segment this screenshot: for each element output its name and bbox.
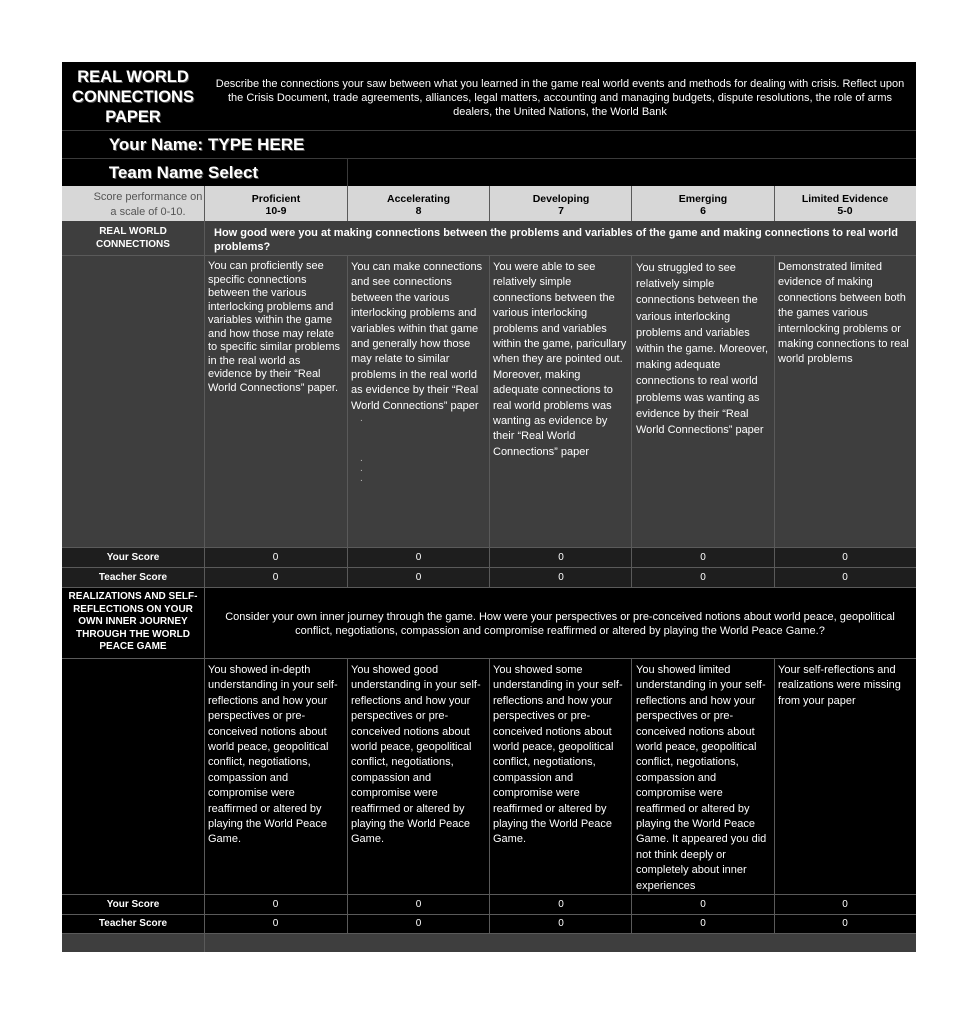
section2-developing-descriptor: You showed some understanding in your self-reflections and how your perspectives or pre-conceived notions about world peace, geopolitical conflict, negotiations, compassion and compromise were reaffirmed or altered by playing the World Peace Game. [493, 664, 623, 846]
section2-teacher-score-limited[interactable]: 0 [842, 918, 848, 929]
section2-your-score-developing[interactable]: 0 [558, 899, 564, 910]
section1-label: REAL WORLD CONNECTIONS [96, 226, 170, 250]
section1-limited-descriptor: Demonstrated limited evidence of making connections between both the games various internlocking problems or making connections to real world problems [778, 261, 909, 366]
section1-your-score-accelerating[interactable]: 0 [415, 552, 422, 563]
section2-your-score-limited[interactable]: 0 [842, 899, 848, 910]
section2-teacher-score-developing[interactable]: 0 [558, 918, 564, 929]
section1-developing-descriptor: You were able to see relatively simple connections between the various interlocking problems and variables within the game, paricullary when they are pointed out. Moreover, making adequate connections to real world problems was wanting as evidence by their “Real World Connections” paper [493, 261, 627, 458]
section1-your-score-developing[interactable]: 0 [558, 552, 564, 563]
section2-proficient-descriptor: You showed in-depth understanding in your self-reflections and how your perspectives or pre-conceived notions about world peace, geopolitical conflict, negotiations, compassion and compromise were reaffirmed or altered by playing the World Peace Game. [208, 664, 338, 846]
level-accelerating: Accelerating 8 [386, 193, 451, 217]
section2-your-score-emerging[interactable]: 0 [700, 899, 706, 910]
level-developing: Developing 7 [532, 193, 590, 217]
section1-your-score-label: Your Score [106, 552, 160, 563]
section1-question: How good were you at making connections between the problems and variables of the game and making connections to real world problems? [214, 227, 898, 253]
section2-teacher-score-label: Teacher Score [98, 918, 168, 929]
section2-label: REALIZATIONS AND SELF-REFLECTIONS ON YOUR OWN INNER JOURNEY THROUGH THE WORLD PEACE GAME [68, 591, 198, 653]
stray-dots: . . . . [360, 413, 363, 484]
section1-your-score-proficient[interactable]: 0 [272, 552, 279, 563]
section1-accelerating-descriptor: You can make connections and see connections between the various interlocking problems and variables within that game and generally how those may relate to similar problems in the real world as evidence by their “Real World Connections” paper [351, 261, 483, 412]
your-name-label: Your Name: [108, 135, 203, 154]
section2-teacher-score-emerging[interactable]: 0 [700, 918, 706, 929]
team-name-label: Team Name [108, 163, 203, 182]
section2-question: Consider your own inner journey through the game. How were your perspectives or pre-conceived notions about world peace, geopolitical conflict, negotiations, compassion and compromise reaffirmed or altered by playing the World Peace Game.? [225, 611, 895, 637]
section2-teacher-score-proficient[interactable]: 0 [272, 918, 279, 929]
level-proficient: Proficient 10-9 [251, 193, 301, 217]
footer-strip [62, 933, 916, 952]
level-limited-evidence: Limited Evidence 5-0 [801, 193, 889, 217]
your-name-input[interactable]: TYPE HERE [208, 135, 305, 154]
section1-teacher-score-label: Teacher Score [98, 572, 168, 583]
page-title: REAL WORLD CONNECTIONS PAPER [72, 68, 194, 126]
section2-accelerating-descriptor: You showed good understanding in your self-reflections and how your perspectives or pre-conceived notions about world peace, geopolitical conflict, negotiations, compassion and compromise were reaffirmed or altered by playing the World Peace Game. [351, 664, 481, 846]
section1-your-score-limited[interactable]: 0 [842, 552, 848, 563]
section1-teacher-score-proficient[interactable]: 0 [272, 572, 279, 583]
section2-your-score-accelerating[interactable]: 0 [415, 899, 422, 910]
section1-teacher-score-developing[interactable]: 0 [558, 572, 564, 583]
section2-limited-descriptor: Your self-reflections and realizations were missing from your paper [778, 664, 901, 707]
section1-teacher-score-limited[interactable]: 0 [842, 572, 848, 583]
section2-emerging-descriptor: You showed limited understanding in your self-reflections and how your perspectives or pre-conceived notions about world peace, geopolitical conflict, negotiations, compassion and compromise were reaffirmed or altered by playing the World Peace Game. It appeared you did not think deeply or completely about inner experiences [636, 664, 767, 892]
team-name-select[interactable]: Select [208, 163, 259, 182]
rubric-sheet [62, 62, 916, 952]
section1-emerging-descriptor: You struggled to see relatively simple connections between the various interlocking problems and variables within the game. Moreover, making adequate connections to real world problems was wanting as evidence by their “Real World Connections” paper [636, 262, 769, 437]
assignment-description: Describe the connections your saw between what you learned in the game real world events and methods for dealing with crisis. Reflect upon the Crisis Document, trade agreements, alliances, legal matters, accounting and managing budgets, dispute resolutions, the role of arms dealers, the United Nations, the World Bank [215, 78, 905, 118]
level-emerging: Emerging 6 [678, 193, 728, 217]
section1-teacher-score-accelerating[interactable]: 0 [415, 572, 422, 583]
section1-teacher-score-emerging[interactable]: 0 [700, 572, 706, 583]
section2-teacher-score-accelerating[interactable]: 0 [415, 918, 422, 929]
section1-proficient-descriptor: You can proficiently see specific connections between the various interlocking problems and variables within the game and how those may relate to specific similar problems in the real world as evidence by their “Real World Connections” paper. [208, 260, 341, 394]
section2-your-score-label: Your Score [106, 899, 160, 910]
section1-your-score-emerging[interactable]: 0 [700, 552, 706, 563]
section2-your-score-proficient[interactable]: 0 [272, 899, 279, 910]
scale-note: Score performance on a scale of 0-10. [93, 191, 203, 218]
